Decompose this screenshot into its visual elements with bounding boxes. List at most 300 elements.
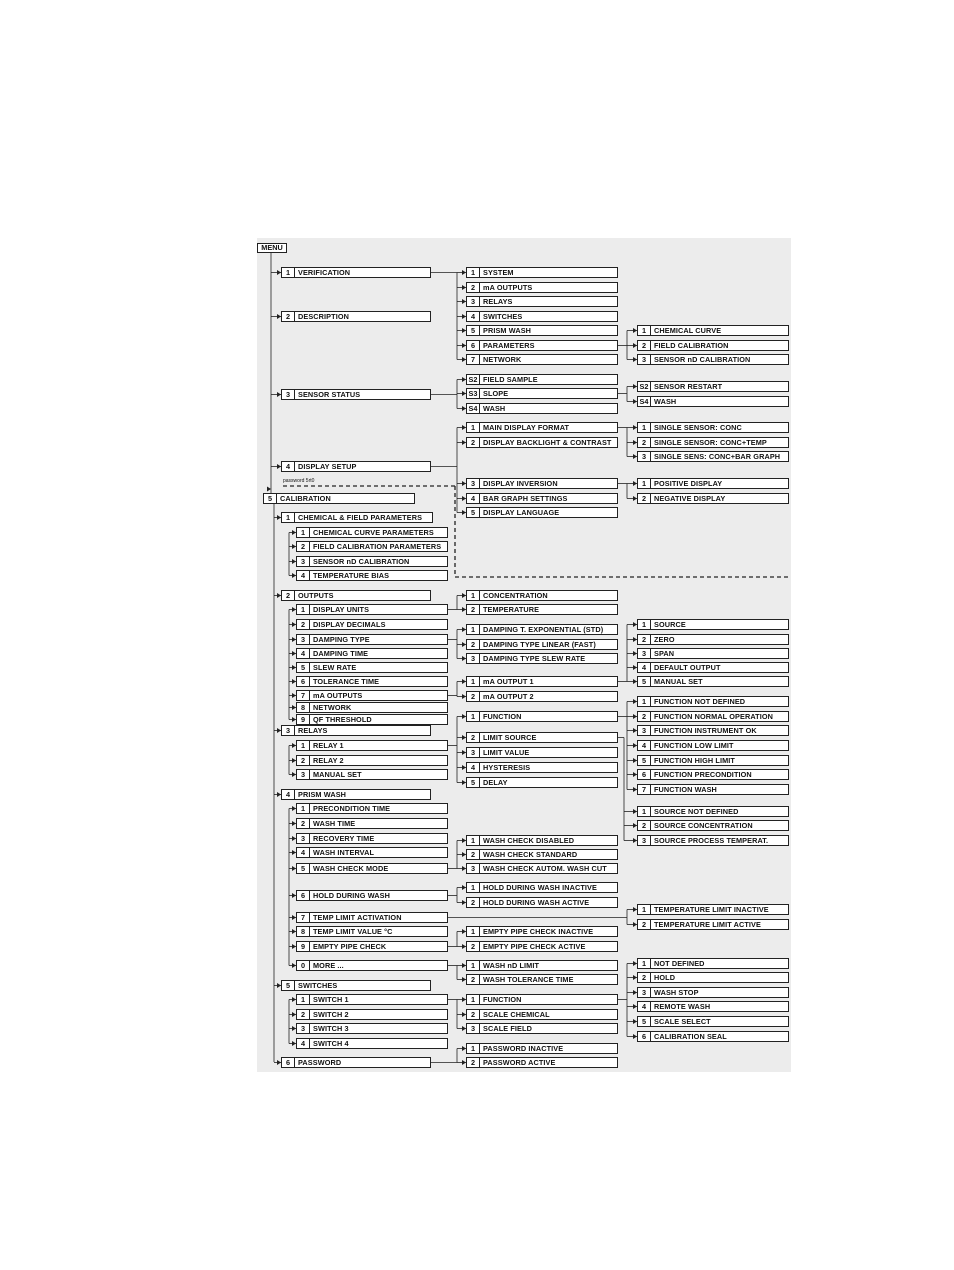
menu-node-o3 [296,634,448,645]
node-label: SOURCE NOT DEFINED [654,807,739,816]
menu-node-sn1 [637,958,789,969]
node-number: 7 [638,785,651,794]
node-number: 2 [638,712,651,721]
menu-node-sw2 [296,1009,448,1020]
node-label: MANUAL SET [654,677,703,686]
menu-node-sw3 [296,1023,448,1034]
menu-root: MENU [257,243,287,253]
node-label: mA OUTPUT 1 [483,677,534,686]
node-number: 5 [638,677,651,686]
node-label: SWITCHES [483,312,523,321]
menu-node-ds1 [466,422,618,433]
node-number: S4 [467,404,480,413]
node-label: FUNCTION LOW LIMIT [654,741,734,750]
node-number: 2 [467,283,480,292]
menu-node-mo3 [637,648,789,659]
menu-node-tl2 [637,919,789,930]
node-label: DISPLAY INVERSION [483,479,558,488]
menu-node-pw5 [296,863,448,874]
node-number: 5 [467,326,480,335]
node-label: DAMPING TYPE LINEAR (FAST) [483,640,596,649]
node-label: mA OUTPUTS [483,283,533,292]
menu-node-pw6 [296,890,448,901]
menu-node-mo1 [637,619,789,630]
node-label: HOLD DURING WASH [313,891,390,900]
node-number: 6 [638,770,651,779]
menu-node-pw2 [296,818,448,829]
menu-node-r1 [296,740,448,751]
node-number: 3 [638,988,651,997]
node-label: DEFAULT OUTPUT [654,663,721,672]
node-number: 4 [467,312,480,321]
node-label: SWITCH 1 [313,995,349,1004]
menu-node-o1 [296,604,448,615]
node-number: 1 [638,326,651,335]
menu-node-o9 [296,714,448,725]
node-label: PRISM WASH [298,790,347,799]
node-label: LIMIT SOURCE [483,733,537,742]
node-label: WASH TOLERANCE TIME [483,975,574,984]
menu-node-rf3 [466,747,618,758]
node-number: 1 [638,479,651,488]
node-label: SPAN [654,649,675,658]
node-number: 2 [638,438,651,447]
menu-node-rf4 [466,762,618,773]
node-number: 1 [638,423,651,432]
node-label: TEMPERATURE LIMIT INACTIVE [654,905,769,914]
node-label: CONCENTRATION [483,591,548,600]
node-label: REMOTE WASH [654,1002,711,1011]
menu-node-s2 [466,374,618,385]
node-number: 1 [638,905,651,914]
menu-node-r [281,725,431,736]
node-number: 7 [467,355,480,364]
node-number: 1 [638,959,651,968]
node-number: 1 [467,1044,480,1053]
menu-node-rf2 [466,732,618,743]
menu-node-pw8 [296,926,448,937]
node-number: 5 [282,981,295,990]
node-number: 1 [297,804,310,813]
node-label: HOLD [654,973,676,982]
node-label: CHEMICAL CURVE [654,326,722,335]
node-label: MANUAL SET [313,770,362,779]
menu-node-ep1 [466,926,618,937]
node-number: 1 [467,836,480,845]
node-label: SOURCE CONCENTRATION [654,821,753,830]
node-number: 2 [297,620,310,629]
node-number: 7 [297,691,310,700]
menu-node-v [281,267,431,278]
node-label: mA OUTPUT 2 [483,692,534,701]
node-label: FUNCTION WASH [654,785,717,794]
node-number: 1 [297,605,310,614]
node-label: FIELD CALIBRATION [654,341,729,350]
node-label: NOT DEFINED [654,959,705,968]
menu-node-sn6 [637,1031,789,1042]
menu-node-d2 [466,282,618,293]
node-label: PASSWORD [298,1058,342,1067]
node-label: PASSWORD INACTIVE [483,1044,564,1053]
node-label: WASH [654,397,677,406]
menu-node-ds4 [466,493,618,504]
menu-node-sf3 [466,1023,618,1034]
node-number: 3 [467,1024,480,1033]
node-number: 2 [467,733,480,742]
node-number: 6 [297,891,310,900]
menu-node-ds2 [466,437,618,448]
node-number: 1 [467,927,480,936]
node-number: 4 [638,663,651,672]
menu-node-fn5 [637,755,789,766]
menu-node-ds [281,461,431,472]
node-label: WASH TIME [313,819,356,828]
node-label: WASH CHECK STANDARD [483,850,578,859]
node-number: S2 [467,375,480,384]
menu-node-d3 [466,296,618,307]
node-number: 3 [467,748,480,757]
menu-node-di1 [637,478,789,489]
node-number: 7 [297,913,310,922]
node-label: RELAYS [298,726,328,735]
node-label: SOURCE PROCESS TEMPERAT. [654,836,769,845]
node-number: 3 [638,836,651,845]
menu-node-pw9 [296,941,448,952]
node-label: FUNCTION HIGH LIMIT [654,756,735,765]
node-number: 9 [297,715,310,724]
node-number: 4 [282,790,295,799]
menu-node-c1 [281,512,433,523]
node-label: DESCRIPTION [298,312,349,321]
node-number: 5 [467,778,480,787]
node-label: SOURCE [654,620,686,629]
menu-node-sr4 [637,396,789,407]
node-number: 2 [282,591,295,600]
arrow-head [267,487,271,492]
menu-node-pw1 [296,803,448,814]
node-label: DISPLAY DECIMALS [313,620,386,629]
node-label: SENSOR nD CALIBRATION [313,557,410,566]
menu-node-c12 [296,541,448,552]
node-number: 1 [467,625,480,634]
node-label: RECOVERY TIME [313,834,375,843]
node-label: DISPLAY UNITS [313,605,370,614]
node-label: SWITCH 2 [313,1010,349,1019]
node-number: 4 [467,763,480,772]
node-number: 1 [467,591,480,600]
menu-node-o5 [296,662,448,673]
node-number: 1 [467,677,480,686]
node-number: 1 [282,513,295,522]
menu-node-r2 [296,755,448,766]
node-number: 2 [467,605,480,614]
node-number: 4 [297,571,310,580]
menu-node-fn4 [637,740,789,751]
node-number: 2 [467,975,480,984]
menu-node-mf2 [637,437,789,448]
menu-node-sw4 [296,1038,448,1049]
node-number: 6 [638,1032,651,1041]
node-label: FUNCTION [483,712,522,721]
node-label: WASH CHECK MODE [313,864,389,873]
node-label: PARAMETERS [483,341,535,350]
node-label: TEMPERATURE [483,605,540,614]
node-number: 2 [467,1058,480,1067]
menu-node-cal [263,493,415,504]
node-label: SLEW RATE [313,663,357,672]
node-label: CALIBRATION [280,494,331,503]
node-label: FUNCTION NORMAL OPERATION [654,712,773,721]
node-label: PRISM WASH [483,326,532,335]
menu-node-tl1 [637,904,789,915]
node-number: 5 [638,756,651,765]
node-number: 1 [638,697,651,706]
node-number: 2 [638,973,651,982]
menu-node-d1 [466,267,618,278]
menu-node-p3 [637,354,789,365]
menu-node-sn4 [637,1001,789,1012]
node-number: 2 [297,756,310,765]
menu-node-s3 [466,388,618,399]
node-label: SYSTEM [483,268,514,277]
menu-node-dt3 [466,653,618,664]
menu-node-ds5 [466,507,618,518]
node-number: 1 [467,961,480,970]
node-label: HYSTERESIS [483,763,531,772]
menu-node-ma1 [466,676,618,687]
node-label: DAMPING TYPE SLEW RATE [483,654,586,663]
node-label: LIMIT VALUE [483,748,530,757]
node-label: WASH [483,404,506,413]
node-label: mA OUTPUTS [313,691,363,700]
node-number: 1 [467,995,480,1004]
node-label: WASH STOP [654,988,699,997]
node-number: 2 [467,898,480,907]
node-label: OUTPUTS [298,591,334,600]
node-label: FIELD CALIBRATION PARAMETERS [313,542,442,551]
node-number: 9 [297,942,310,951]
node-label: NETWORK [313,703,352,712]
menu-node-o2 [296,619,448,630]
menu-node-sn5 [637,1016,789,1027]
menu-node-r3 [296,769,448,780]
menu-node-c13 [296,556,448,567]
menu-node-di2 [637,493,789,504]
node-label: CHEMICAL & FIELD PARAMETERS [298,513,423,522]
menu-node-rf5 [466,777,618,788]
menu-node-d5 [466,325,618,336]
node-label: DAMPING TIME [313,649,369,658]
node-number: 2 [467,850,480,859]
node-label: FUNCTION INSTRUMENT OK [654,726,757,735]
node-label: TOLERANCE TIME [313,677,380,686]
node-label: POSITIVE DISPLAY [654,479,723,488]
menu-node-o7 [296,690,448,701]
node-label: ZERO [654,635,675,644]
menu-node-fn1 [637,696,789,707]
node-number: 6 [467,341,480,350]
node-number: 2 [467,438,480,447]
node-label: TEMP LIMIT ACTIVATION [313,913,402,922]
node-number: 1 [282,268,295,277]
menu-node-hd1 [466,882,618,893]
menu-node-mo5 [637,676,789,687]
menu-node-d6 [466,340,618,351]
node-number: 3 [467,654,480,663]
node-number: 4 [297,848,310,857]
node-number: 1 [467,883,480,892]
node-label: FUNCTION NOT DEFINED [654,697,746,706]
menu-node-mf1 [637,422,789,433]
node-number: 4 [282,462,295,471]
menu-node-pw7 [296,912,448,923]
node-number: S2 [638,382,651,391]
menu-node-sn2 [637,972,789,983]
node-number: 5 [467,508,480,517]
node-label: EMPTY PIPE CHECK ACTIVE [483,942,586,951]
menu-node-ep2 [466,941,618,952]
node-number: 1 [297,528,310,537]
menu-node-fn6 [637,769,789,780]
node-number: 6 [297,677,310,686]
node-label: MAIN DISPLAY FORMAT [483,423,570,432]
node-label: DISPLAY SETUP [298,462,357,471]
node-label: DISPLAY LANGUAGE [483,508,560,517]
node-label: SINGLE SENSOR: CONC [654,423,742,432]
menu-node-ds3 [466,478,618,489]
node-label: SENSOR nD CALIBRATION [654,355,751,364]
node-label: FUNCTION PRECONDITION [654,770,752,779]
node-number: 1 [297,741,310,750]
node-number: 3 [297,834,310,843]
node-number: 3 [297,1024,310,1033]
node-label: QF THRESHOLD [313,715,372,724]
menu-node-sw [281,980,431,991]
menu-node-mo4 [637,662,789,673]
menu-node-pw4 [296,847,448,858]
node-number: 2 [297,1010,310,1019]
node-label: RELAY 1 [313,741,344,750]
node-label: DAMPING T. EXPONENTIAL (STD) [483,625,604,634]
menu-node-o4 [296,648,448,659]
node-number: 2 [638,494,651,503]
node-number: 3 [297,635,310,644]
node-number: 3 [467,297,480,306]
node-label: HOLD DURING WASH ACTIVE [483,898,590,907]
menu-node-pw [281,789,431,800]
menu-node-ss [281,389,431,400]
node-number: 2 [638,920,651,929]
node-label: HOLD DURING WASH INACTIVE [483,883,597,892]
menu-node-o8 [296,702,448,713]
node-label: SCALE SELECT [654,1017,711,1026]
node-label: DAMPING TYPE [313,635,370,644]
node-label: WASH CHECK DISABLED [483,836,575,845]
menu-node-src2 [637,820,789,831]
menu-node-sf1 [466,994,618,1005]
menu-node-src3 [637,835,789,846]
menu-node-wc2 [466,849,618,860]
menu-node-c14 [296,570,448,581]
node-label: DISPLAY BACKLIGHT & CONTRAST [483,438,612,447]
menu-node-sw1 [296,994,448,1005]
menu-node-sn3 [637,987,789,998]
node-label: WASH CHECK AUTOM. WASH CUT [483,864,607,873]
node-number: 6 [282,1058,295,1067]
node-number: 2 [467,640,480,649]
node-number: 3 [638,726,651,735]
menu-node-ma2 [466,691,618,702]
node-number: 1 [467,268,480,277]
node-label: DELAY [483,778,508,787]
node-number: 3 [467,479,480,488]
node-number: S4 [638,397,651,406]
node-number: 1 [467,712,480,721]
menu-node-fn3 [637,725,789,736]
node-number: S3 [467,389,480,398]
node-number: 3 [638,452,651,461]
node-label: NEGATIVE DISPLAY [654,494,726,503]
node-label: BAR GRAPH SETTINGS [483,494,568,503]
menu-node-src1 [637,806,789,817]
menu-node-sf2 [466,1009,618,1020]
menu-node-pd2 [466,1057,618,1068]
menu-node-d7 [466,354,618,365]
node-number: 3 [297,557,310,566]
node-label: FIELD SAMPLE [483,375,538,384]
node-label: SCALE FIELD [483,1024,532,1033]
menu-node-u1 [466,590,618,601]
menu-node-mr1 [466,960,618,971]
node-number: 3 [467,864,480,873]
menu-node-p2 [637,340,789,351]
node-label: WASH nD LIMIT [483,961,540,970]
node-number: 2 [467,942,480,951]
node-label: WASH INTERVAL [313,848,375,857]
node-label: NETWORK [483,355,522,364]
node-label: EMPTY PIPE CHECK [313,942,387,951]
menu-node-pw3 [296,833,448,844]
node-number: 1 [638,807,651,816]
node-number: 5 [264,494,277,503]
password-label: password 5rt0 [283,478,315,484]
node-number: 8 [297,927,310,936]
node-label: EMPTY PIPE CHECK INACTIVE [483,927,594,936]
node-number: 2 [467,692,480,701]
node-label: CHEMICAL CURVE PARAMETERS [313,528,434,537]
node-number: 3 [282,390,295,399]
menu-node-pwd [281,1057,431,1068]
node-label: TEMPERATURE LIMIT ACTIVE [654,920,761,929]
menu-node-mf3 [637,451,789,462]
menu-node-fn7 [637,784,789,795]
node-number: 0 [297,961,310,970]
node-label: PASSWORD ACTIVE [483,1058,556,1067]
menu-node-wc3 [466,863,618,874]
node-label: SCALE CHEMICAL [483,1010,550,1019]
menu-node-c11 [296,527,448,538]
node-number: 2 [638,821,651,830]
menu-node-sr2 [637,381,789,392]
node-number: 2 [297,819,310,828]
node-label: VERIFICATION [298,268,351,277]
node-number: 3 [282,726,295,735]
node-label: FUNCTION [483,995,522,1004]
menu-node-dt1 [466,624,618,635]
node-number: 4 [638,741,651,750]
node-label: SLOPE [483,389,509,398]
menu-node-wc1 [466,835,618,846]
